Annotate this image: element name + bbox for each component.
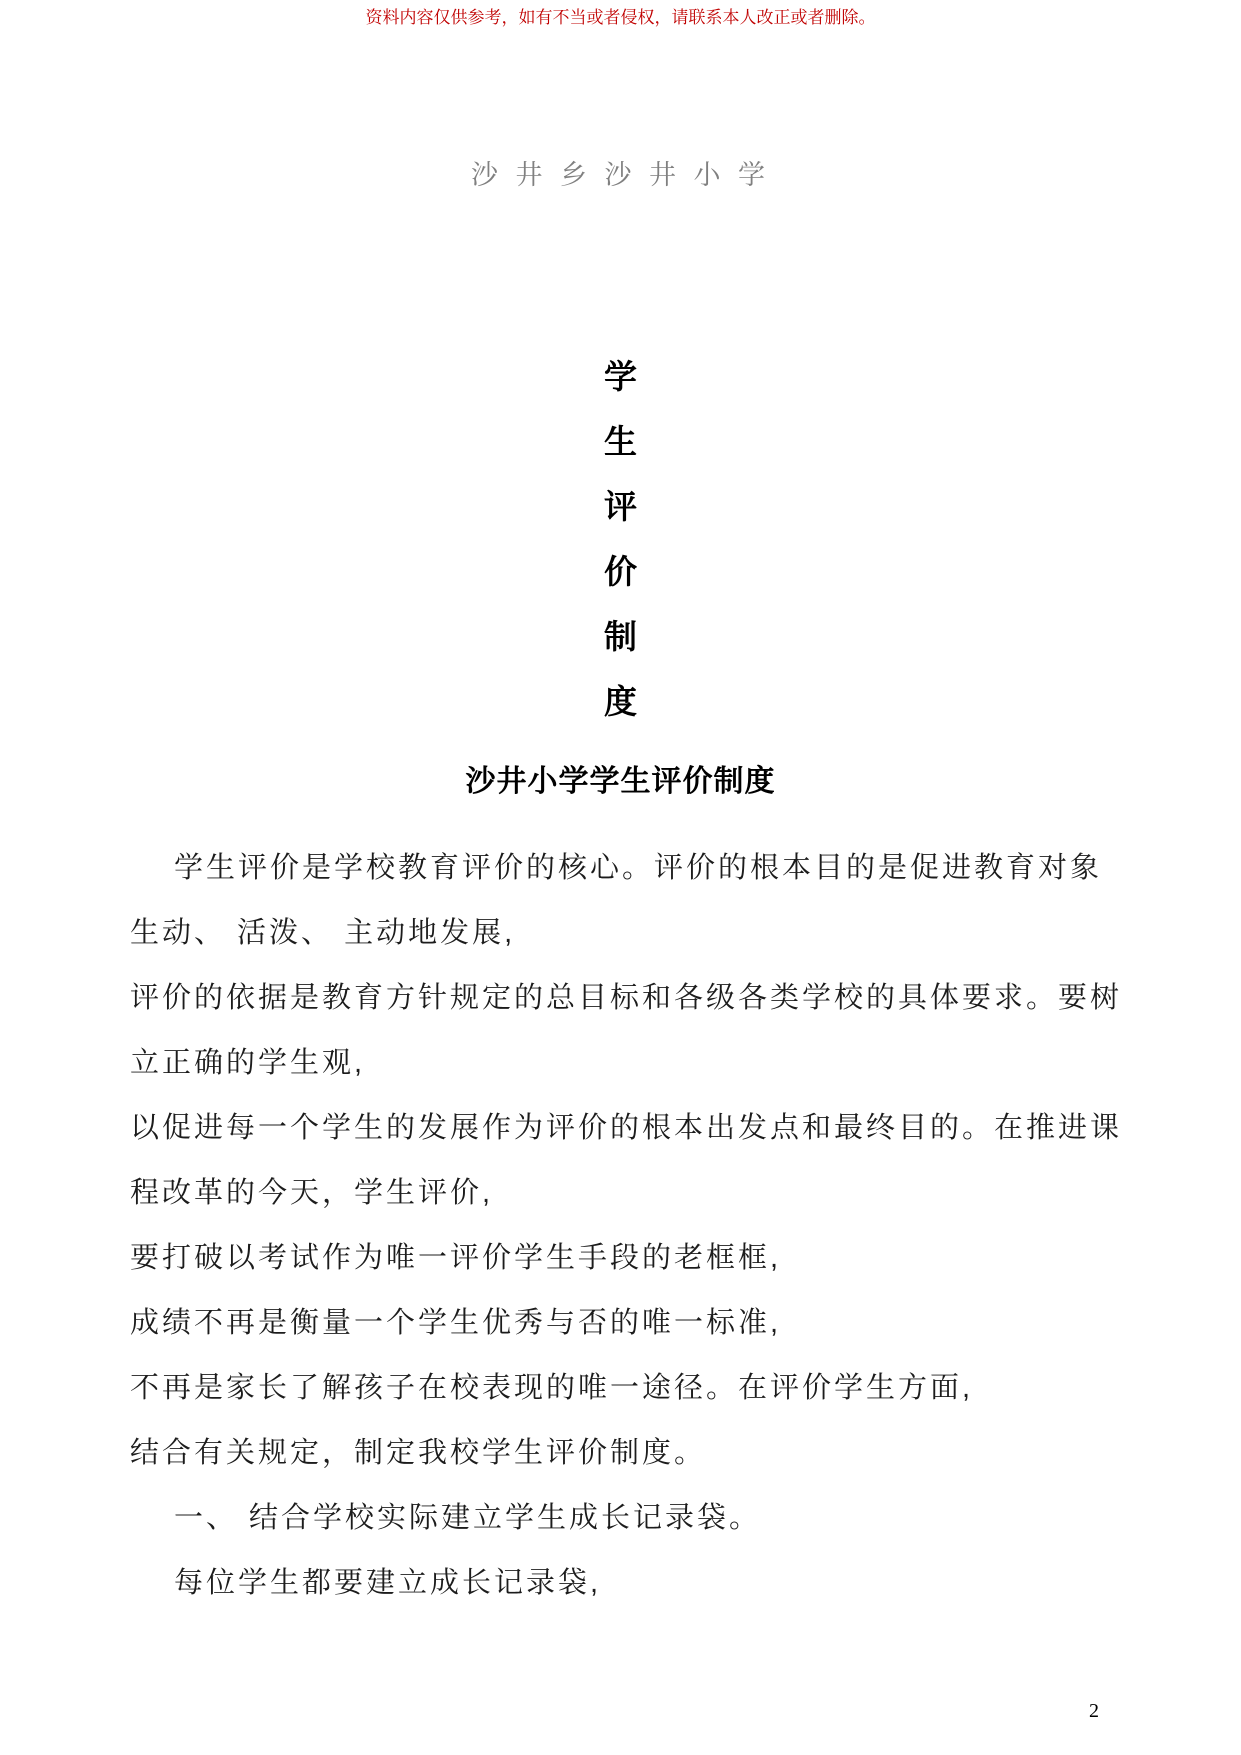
body-line: 评价的依据是教育方针规定的总目标和各级各类学校的具体要求。要树 [130, 982, 1123, 1014]
body-line: 程改革的今天，学生评价, [130, 1177, 494, 1209]
cover-title-char: 生 [604, 423, 637, 460]
cover-title-char: 制 [604, 618, 637, 655]
body-line: 以促进每一个学生的发展作为评价的根本出发点和最终目的。在推进课 [130, 1112, 1123, 1144]
body-line: 一、 结合学校实际建立学生成长记录袋。 [174, 1502, 762, 1534]
body-line: 立正确的学生观, [130, 1047, 366, 1079]
body-line: 成绩不再是衡量一个学生优秀与否的唯一标准, [130, 1307, 782, 1339]
disclaimer-notice: 资料内容仅供参考，如有不当或者侵权，请联系本人改正或者删除。 [365, 8, 876, 27]
cover-title-char: 度 [604, 683, 637, 720]
document-body [130, 836, 1123, 1616]
document-title: 沙井小学学生评价制度 [465, 765, 776, 798]
cover-title-char: 评 [604, 488, 637, 525]
school-name-header: 沙 井 乡 沙 井 小 学 [470, 160, 770, 190]
body-line: 每位学生都要建立成长记录袋, [174, 1567, 602, 1599]
body-line: 要打破以考试作为唯一评价学生手段的老框框, [130, 1242, 782, 1274]
page-number: 2 [1089, 1700, 1099, 1722]
cover-title-char: 价 [604, 553, 637, 590]
body-line: 不再是家长了解孩子在校表现的唯一途径。在评价学生方面, [130, 1372, 974, 1404]
body-line: 生动、 活泼、 主动地发展, [130, 917, 516, 949]
body-line: 结合有关规定，制定我校学生评价制度。 [130, 1437, 707, 1469]
cover-title-char: 学 [604, 358, 637, 395]
cover-vertical-title [0, 344, 1241, 734]
body-line: 学生评价是学校教育评价的核心。评价的根本目的是促进教育对象 [174, 852, 1103, 884]
